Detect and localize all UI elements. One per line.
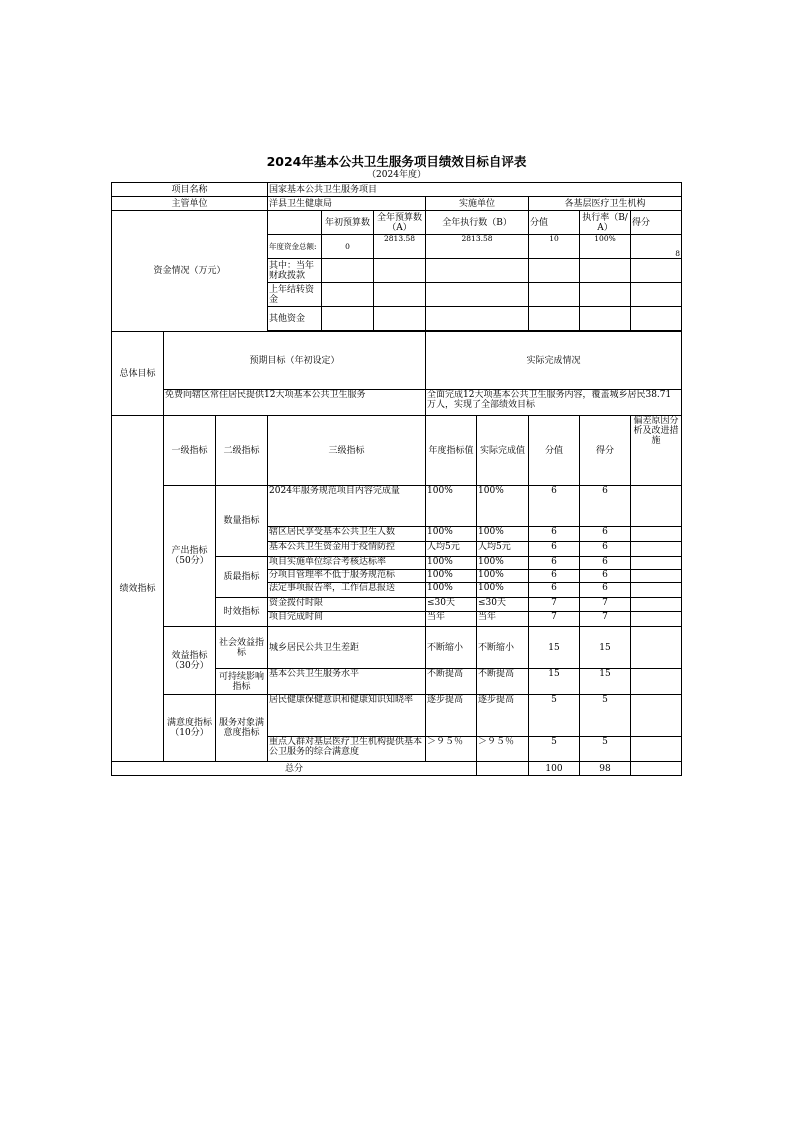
indicator-actual: 100% xyxy=(477,583,529,598)
impl-value: 各基层医疗卫生机构 xyxy=(529,197,682,211)
funds-header-score: 得分 xyxy=(631,211,682,235)
perf-header-level3: 三级指标 xyxy=(268,416,426,486)
funds-label: 资金情况（万元） xyxy=(112,211,268,332)
funds-header-initial: 年初预算数 xyxy=(322,211,374,235)
indicator-target: 100% xyxy=(426,527,477,542)
indicator-deviation xyxy=(631,527,682,542)
indicator-deviation xyxy=(631,627,682,669)
indicator-target: 100% xyxy=(426,570,477,583)
project-name-label: 项目名称 xyxy=(112,183,268,197)
perf-benefit-label: 效益指标（30分） xyxy=(164,627,216,695)
dept-label: 主管单位 xyxy=(112,197,268,211)
indicator-score-value: 6 xyxy=(529,542,580,557)
funds-total-rate: 100% xyxy=(580,235,631,259)
indicator-deviation xyxy=(631,612,682,627)
indicator-actual: 100% xyxy=(477,527,529,542)
indicator-deviation xyxy=(631,542,682,557)
funds-total-score-value: 10 xyxy=(529,235,580,259)
goals-actual-header: 实际完成情况 xyxy=(426,332,682,390)
funds-total-executed: 2813.58 xyxy=(426,235,529,259)
indicator-actual: 100% xyxy=(477,486,529,527)
perf-time-label: 时效指标 xyxy=(216,598,268,627)
indicator-actual: 不断提高 xyxy=(477,669,529,695)
perf-sustain-label: 可持续影响指标 xyxy=(216,669,268,695)
indicator-deviation xyxy=(631,737,682,762)
indicator-target: 人均5元 xyxy=(426,542,477,557)
indicator-deviation xyxy=(631,570,682,583)
indicator-target: 100% xyxy=(426,486,477,527)
goals-expected: 免费向辖区常住居民提供12大项基本公共卫生服务 xyxy=(164,390,426,416)
perf-header-level2: 二级指标 xyxy=(216,416,268,486)
indicator-score: 6 xyxy=(580,542,631,557)
indicator-score-value: 7 xyxy=(529,612,580,627)
indicator-actual: ＞９５％ xyxy=(477,737,529,762)
funds-total-initial: 0 xyxy=(322,235,374,259)
funds-header-rate: 执行率（B/A） xyxy=(580,211,631,235)
indicator-score: 6 xyxy=(580,527,631,542)
funds-header-annual: 全年预算数（A） xyxy=(374,211,426,235)
indicator-deviation xyxy=(631,669,682,695)
indicator-target: ≤30天 xyxy=(426,598,477,612)
indicator-score: 6 xyxy=(580,557,631,570)
funds-header-executed: 全年执行数（B） xyxy=(426,211,529,235)
project-name-value: 国家基本公共卫生服务项目 xyxy=(268,183,682,197)
goals-actual: 全面完成12大项基本公共卫生服务内容，覆盖城乡居民38.71万人，实现了全部绩效目标 xyxy=(426,390,682,416)
indicator-score: 6 xyxy=(580,486,631,527)
indicator-name: 基本公共卫生服务水平 xyxy=(268,669,426,695)
perf-header-actual: 实际完成值 xyxy=(477,416,529,486)
indicator-score-value: 6 xyxy=(529,557,580,570)
goals-label: 总体目标 xyxy=(112,332,164,416)
dept-value: 洋县卫生健康局 xyxy=(268,197,426,211)
indicator-target: 逐步提高 xyxy=(426,695,477,737)
page-title: 2024年基本公共卫生服务项目绩效目标自评表 xyxy=(266,154,527,169)
indicator-deviation xyxy=(631,695,682,737)
indicator-score-value: 6 xyxy=(529,583,580,598)
perf-header-target: 年度指标值 xyxy=(426,416,477,486)
funds-total-annual: 2813.58 xyxy=(374,235,426,259)
evaluation-table xyxy=(111,182,682,776)
perf-label: 绩效指标 xyxy=(112,416,164,762)
indicator-score: 5 xyxy=(580,695,631,737)
funds-other-label: 其他资金 xyxy=(268,307,322,331)
page-subtitle: （2024年度） xyxy=(367,170,426,180)
indicator-target: 100% xyxy=(426,583,477,598)
indicator-name: 城乡居民公共卫生差距 xyxy=(268,627,426,669)
perf-header-score: 得分 xyxy=(580,416,631,486)
indicator-actual: 人均5元 xyxy=(477,542,529,557)
indicator-deviation xyxy=(631,486,682,527)
indicator-target: 不断提高 xyxy=(426,669,477,695)
indicator-name: 2024年服务规范项目内容完成量 xyxy=(268,486,426,527)
indicator-name: 资金拨付时限 xyxy=(268,598,426,612)
indicator-score-value: 15 xyxy=(529,627,580,669)
perf-header-level1: 一级指标 xyxy=(164,416,216,486)
indicator-name: 重点人群对基层医疗卫生机构提供基本公卫服务的综合满意度 xyxy=(268,737,426,762)
indicator-actual: 逐步提高 xyxy=(477,695,529,737)
perf-output-label: 产出指标（50分） xyxy=(164,486,216,627)
indicator-score-value: 6 xyxy=(529,486,580,527)
funds-total-score: 8 xyxy=(631,235,682,259)
indicator-name: 基本公共卫生资金用于疫情防控 xyxy=(268,542,426,557)
indicator-deviation xyxy=(631,557,682,570)
perf-header-deviation: 偏差原因分析及改进措施 xyxy=(631,416,682,486)
perf-quantity-label: 数量指标 xyxy=(216,486,268,557)
indicator-actual: 100% xyxy=(477,570,529,583)
impl-label: 实施单位 xyxy=(426,197,529,211)
indicator-score: 15 xyxy=(580,627,631,669)
indicator-score: 6 xyxy=(580,583,631,598)
indicator-target: 100% xyxy=(426,557,477,570)
indicator-deviation xyxy=(631,598,682,612)
funds-fiscal-label: 其中：当年财政拨款 xyxy=(268,259,322,283)
funds-total-label: 年度资金总额: xyxy=(268,235,322,259)
perf-header-score-value: 分值 xyxy=(529,416,580,486)
indicator-score-value: 5 xyxy=(529,695,580,737)
indicator-score-value: 5 xyxy=(529,737,580,762)
indicator-name: 居民健康保健意识和健康知识知晓率 xyxy=(268,695,426,737)
indicator-target: ＞９５％ xyxy=(426,737,477,762)
indicator-deviation xyxy=(631,583,682,598)
perf-social-label: 社会效益指标 xyxy=(216,627,268,669)
funds-header-score-value: 分值 xyxy=(529,211,580,235)
indicator-score-value: 15 xyxy=(529,669,580,695)
indicator-target: 不断缩小 xyxy=(426,627,477,669)
funds-carry-label: 上年结转资金 xyxy=(268,283,322,307)
total-score: 98 xyxy=(580,762,631,776)
indicator-actual: 当年 xyxy=(477,612,529,627)
indicator-score: 7 xyxy=(580,598,631,612)
indicator-actual: 不断缩小 xyxy=(477,627,529,669)
indicator-score: 15 xyxy=(580,669,631,695)
indicator-score: 7 xyxy=(580,612,631,627)
total-score-value: 100 xyxy=(529,762,580,776)
indicator-score-value: 6 xyxy=(529,527,580,542)
indicator-name: 法定事项报告率，工作信息报送 xyxy=(268,583,426,598)
indicator-actual: ≤30天 xyxy=(477,598,529,612)
indicator-name: 辖区居民享受基本公共卫生人数 xyxy=(268,527,426,542)
indicator-name: 项目完成时间 xyxy=(268,612,426,627)
indicator-name: 项目实施单位综合考核达标率 xyxy=(268,557,426,570)
indicator-score: 6 xyxy=(580,570,631,583)
indicator-score-value: 7 xyxy=(529,598,580,612)
perf-quality-label: 质最指标 xyxy=(216,557,268,598)
indicator-target: 当年 xyxy=(426,612,477,627)
perf-service-label: 服务对象满意度指标 xyxy=(216,695,268,762)
indicator-name: 分项目管理率不低于服务规范标 xyxy=(268,570,426,583)
indicator-actual: 100% xyxy=(477,557,529,570)
indicator-score: 5 xyxy=(580,737,631,762)
goals-expected-header: 预期目标（年初设定） xyxy=(164,332,426,390)
perf-satisfaction-label: 满意度指标（10分） xyxy=(164,695,216,762)
indicator-score-value: 6 xyxy=(529,570,580,583)
total-label: 总分 xyxy=(112,762,477,776)
